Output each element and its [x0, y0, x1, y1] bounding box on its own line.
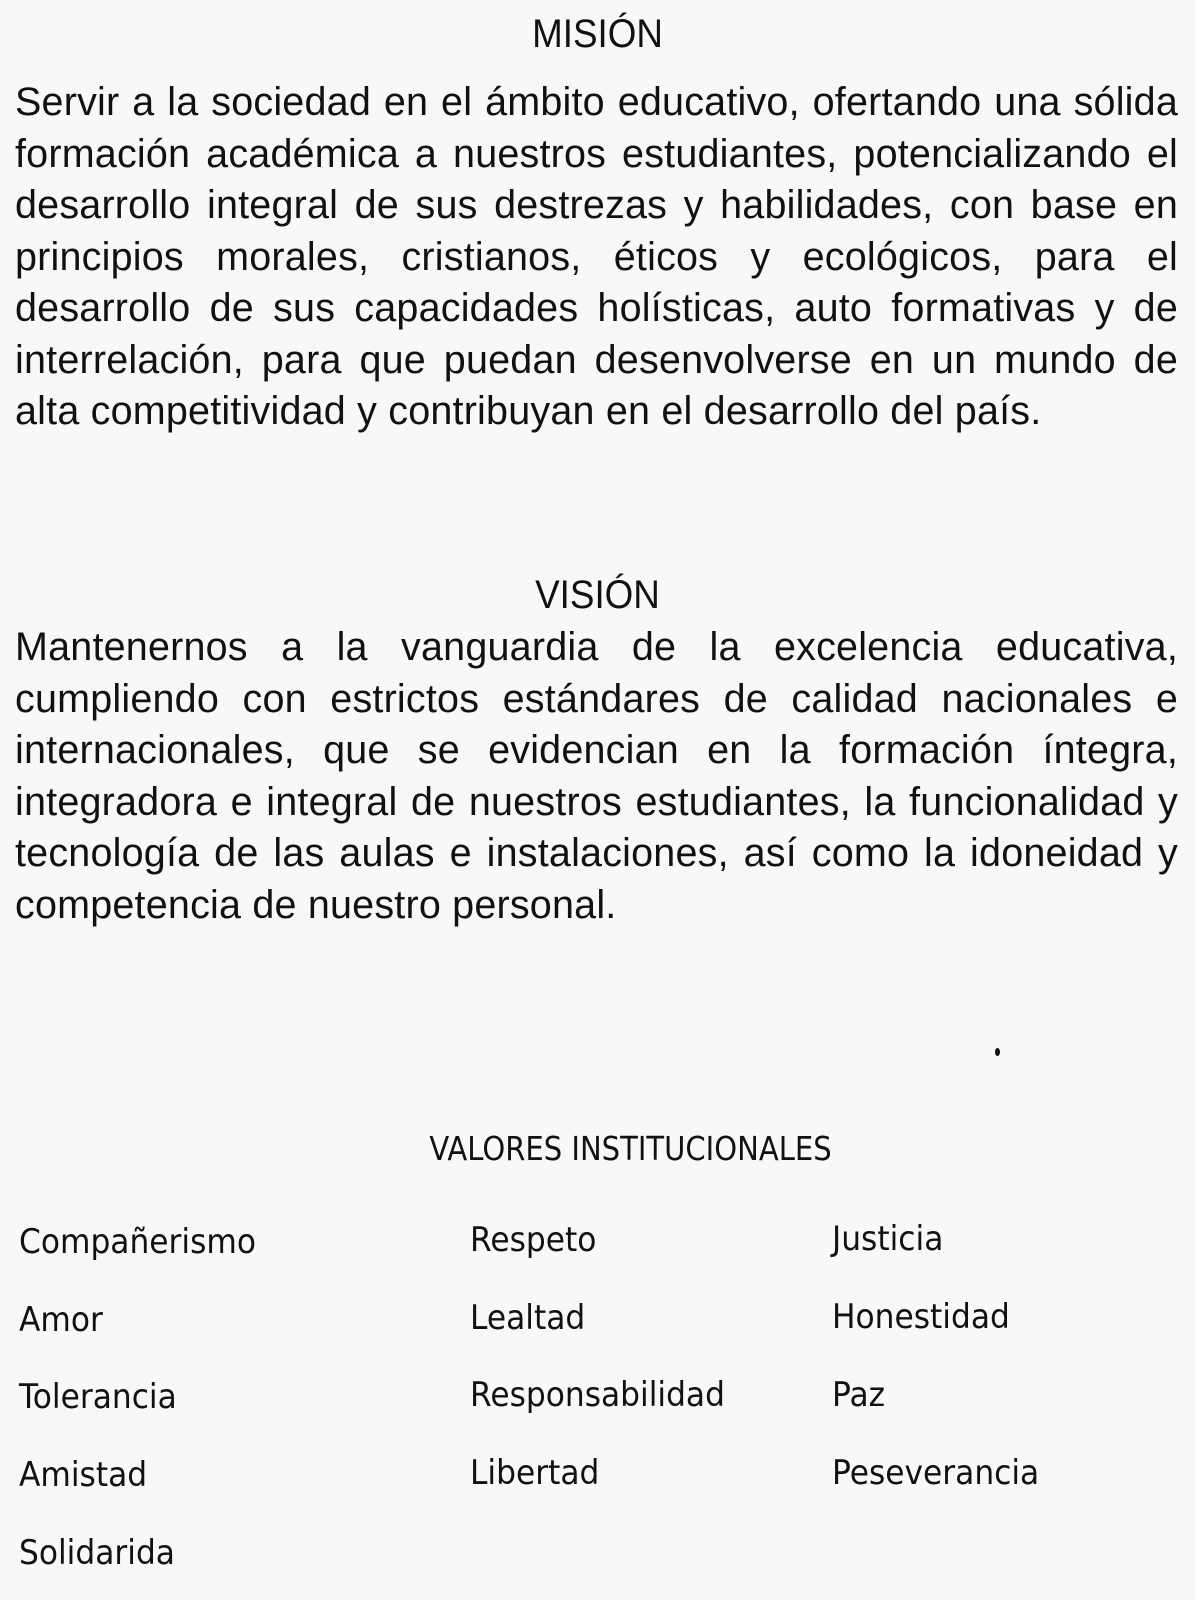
value-item: Respeto	[470, 1220, 597, 1260]
value-item: Amistad	[19, 1455, 148, 1495]
vision-paragraph: Mantenernos a la vanguardia de la excelencia educativa, cumpliendo con estrictos estándares de calidad nacionales e internacionales, que se evidencian en la formación íntegra, integradora e integral de nuestros estudiantes, la funcionalidad y tecnología de las aulas e instalaciones, así como la idoneidad y competencia de nuestro personal.	[15, 625, 1178, 927]
value-item: Lealtad	[470, 1298, 586, 1338]
value-item: Solidarida	[19, 1533, 175, 1573]
value-item: Paz	[832, 1375, 886, 1415]
valores-title: VALORES INSTITUCIONALES	[429, 1129, 832, 1168]
vision-title: VISIÓN	[535, 573, 660, 617]
value-item: Justicia	[832, 1219, 944, 1259]
mision-title: MISIÓN	[532, 12, 663, 56]
scan-speck	[995, 1048, 1000, 1056]
value-item: Libertad	[470, 1453, 600, 1493]
value-item: Honestidad	[832, 1297, 1010, 1337]
value-item: Amor	[19, 1300, 103, 1340]
value-item: Tolerancia	[19, 1377, 177, 1417]
value-item: Responsabilidad	[470, 1375, 725, 1415]
mision-paragraph: Servir a la sociedad en el ámbito educativo, ofertando una sólida formación académica a nuestros estudiantes, potencializando el desarrollo integral de sus destrezas y habilidades, con base en principios morales, cristianos, éticos y ecológicos, para el desarrollo de sus capacidades holísticas, auto formativas y de interrelación, para que puedan desenvolverse en un mundo de alta competitividad y contribuyan en el desarrollo del país.	[15, 80, 1178, 433]
value-item: Compañerismo	[19, 1222, 257, 1262]
value-item: Peseverancia	[832, 1453, 1040, 1493]
